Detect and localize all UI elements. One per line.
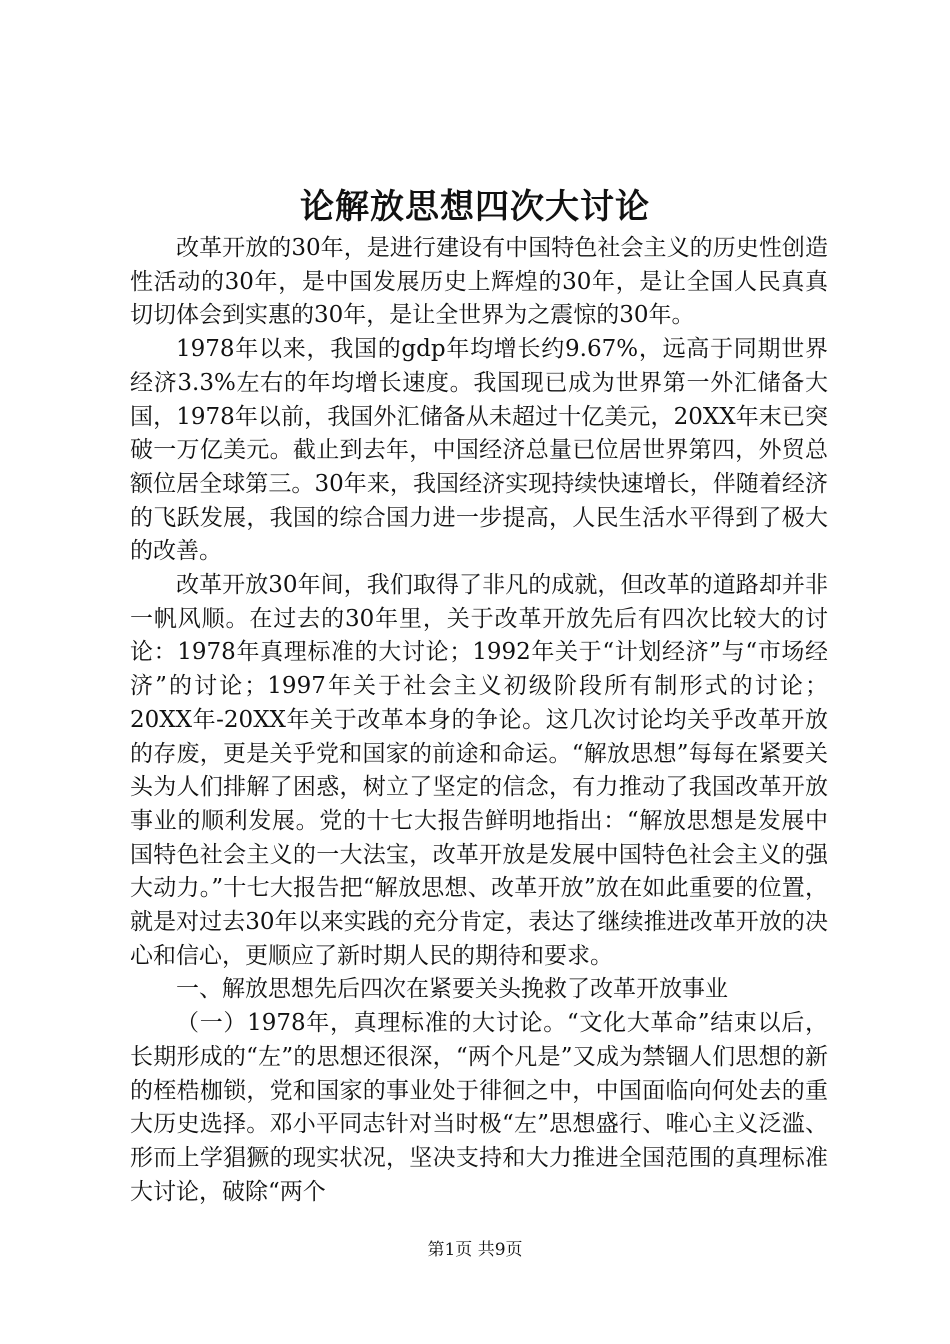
paragraph: （一）1978年，真理标准的大讨论。“文化大革命”结束以后，长期形成的“左”的思想还很深，“两个凡是”又成为禁锢人们思想的新的桎梏枷锁，党和国家的事业处于徘徊之中，中国面临向何处去的重大历史选择。邓小平同志针对当时极“左”思想盛行、唯心主义泛滥、形而上学猖獗的现实状况，坚决支持和大力推进全国范围的真理标准大讨论，破除“两个 bbox=[130, 1010, 828, 1205]
document-title: 论解放思想四次大讨论 bbox=[300, 187, 650, 227]
paragraph: 1978年以来，我国的gdp年均增长约9.67%，远高于同期世界经济3.3%左右的年均增长速度。我国现已成为世界第一外汇储备大国，1978年以前，我国外汇储备从未超过十亿美元，20XX年末已突破一万亿美元。截止到去年，中国经济总量已位居世界第四，外贸总额位居全球第三。30年来，我国经济实现持续快速增长，伴随着经济的飞跃发展，我国的综合国力进一步提高，人民生活水平得到了极大的改善。 bbox=[130, 336, 828, 565]
paragraph: 改革开放的30年，是进行建设有中国特色社会主义的历史性创造性活动的30年，是中国发展历史上辉煌的30年，是让全国人民真真切切体会到实惠的30年，是让全世界为之震惊的30年。 bbox=[130, 235, 828, 329]
paragraph: 改革开放30年间，我们取得了非凡的成就，但改革的道路却并非一帆风顺。在过去的30年里，关于改革开放先后有四次比较大的讨论：1978年真理标准的大讨论；1992年关于“计划经济”与“市场经济”的讨论；1997年关于社会主义初级阶段所有制形式的讨论；20XX年-20XX年关于改革本身的争论。这几次讨论均关乎改革开放的存废，更是关乎党和国家的前途和命运。“解放思想”每每在紧要关头为人们排解了困惑，树立了坚定的信念，有力推动了我国改革开放事业的顺利发展。党的十七大报告鲜明地指出：“解放思想是发展中国特色社会主义的一大法宝，改革开放是发展中国特色社会主义的强大动力。”十七大报告把“解放思想、改革开放”放在如此重要的位置，就是对过去30年以来实践的充分肯定，表达了继续推进改革开放的决心和信心，更顺应了新时期人民的期待和要求。 bbox=[130, 572, 828, 969]
document-body bbox=[130, 232, 828, 1209]
section-heading: 一、解放思想先后四次在紧要关头挽救了改革开放事业 bbox=[176, 976, 728, 1003]
page-footer: 第1页 共9页 bbox=[427, 1240, 523, 1260]
